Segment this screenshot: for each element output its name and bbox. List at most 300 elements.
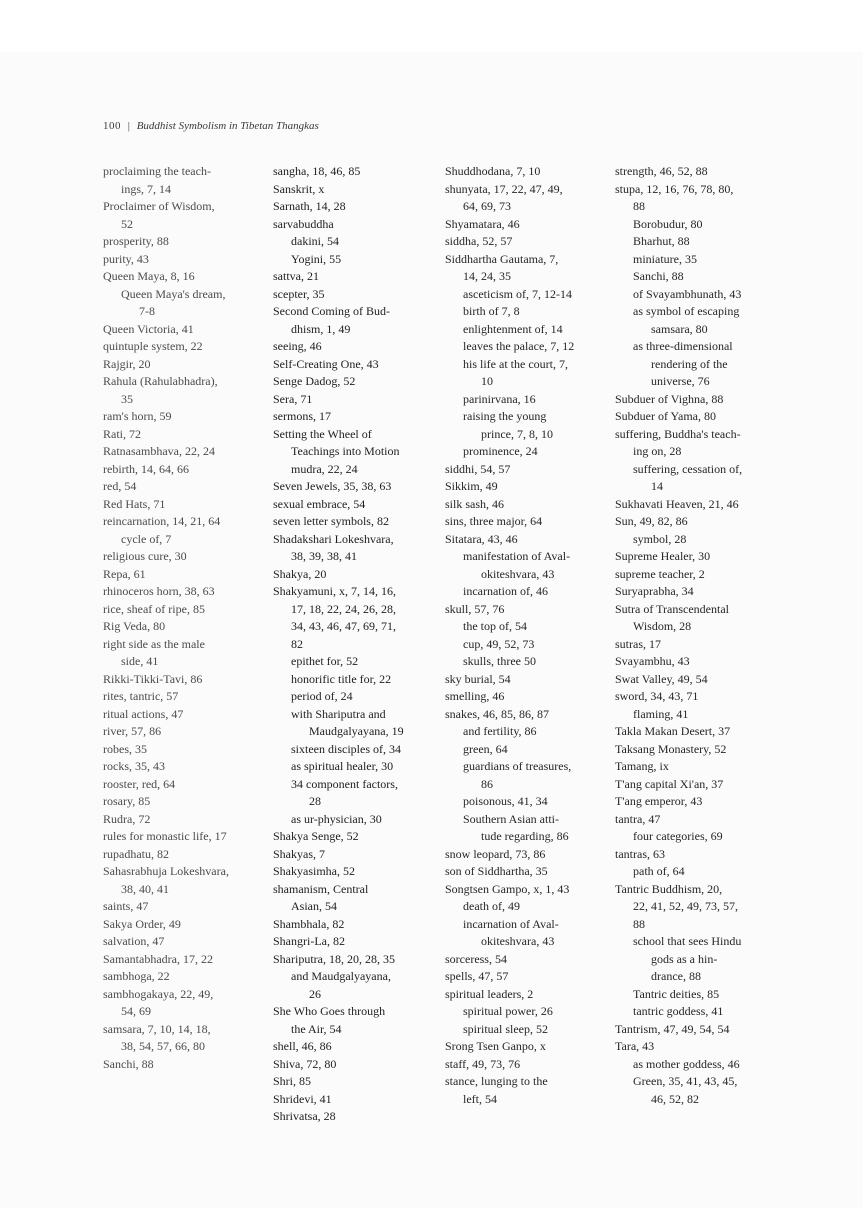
- index-entry: [103, 443, 268, 461]
- index-entry-line: rocks, 35, 43: [103, 759, 165, 773]
- index-entry-line: Shakyasimha, 52: [273, 864, 355, 878]
- index-entry-line: 14: [651, 479, 663, 493]
- index-entry-line: prominence, 24: [463, 444, 538, 458]
- index-entry: [103, 251, 268, 269]
- index-entry-line: sermons, 17: [273, 409, 331, 423]
- index-entry: [103, 933, 268, 951]
- index-subentry: [103, 531, 268, 549]
- index-entry: [615, 408, 780, 426]
- index-subentry: [615, 531, 780, 549]
- index-entry-line: Sarnath, 14, 28: [273, 199, 346, 213]
- index-entry-line: Shakya, 20: [273, 566, 327, 581]
- index-entry-line: Shrivatsa, 28: [273, 1109, 336, 1123]
- index-entry-line: dhism, 1, 49: [291, 321, 351, 336]
- index-entry: [273, 286, 438, 304]
- index-entry-line: right side as the male: [103, 636, 205, 651]
- index-entry: [273, 1073, 438, 1091]
- index-entry-line: sarvabuddha: [273, 216, 334, 231]
- index-entry: [273, 181, 438, 199]
- index-entry-line: Rahula (Rahulabhadra),: [103, 374, 218, 388]
- index-subentry: [273, 776, 438, 811]
- index-entry-line: skull, 57, 76: [445, 601, 505, 616]
- index-entry: [445, 968, 610, 986]
- index-entry-line: 88: [633, 199, 645, 213]
- index-column-4: [615, 163, 780, 1108]
- index-subentry: [103, 286, 268, 321]
- index-entry: [103, 321, 268, 339]
- index-entry: [615, 601, 780, 636]
- index-entry: [103, 461, 268, 479]
- index-entry-line: Southern Asian atti-: [463, 811, 559, 826]
- index-entry: [103, 688, 268, 706]
- index-entry: [103, 373, 268, 408]
- index-entry: [445, 986, 610, 1004]
- index-entry-line: saints, 47: [103, 899, 149, 913]
- index-entry-line: asceticism of, 7, 12-14: [463, 286, 572, 301]
- index-entry: [615, 881, 780, 934]
- index-entry-line: of Svayambhunath, 43: [633, 286, 742, 301]
- index-entry-line: sambhoga, 22: [103, 969, 170, 983]
- index-subentry: [445, 408, 610, 443]
- index-entry-line: She Who Goes through: [273, 1004, 386, 1018]
- index-entry-line: flaming, 41: [633, 706, 689, 721]
- index-entry-line: Shariputra, 18, 20, 28, 35: [273, 951, 395, 966]
- index-entry-line: Tamang, ix: [615, 759, 669, 773]
- index-entry: [273, 496, 438, 514]
- index-entry: [103, 233, 268, 251]
- index-entry-line: epithet for, 52: [291, 654, 359, 668]
- index-entry-line: okiteshvara, 43: [481, 566, 555, 581]
- index-subentry: [615, 1056, 780, 1074]
- index-entry: [445, 601, 610, 619]
- index-entry: [103, 496, 268, 514]
- index-entry-line: Queen Maya's dream,: [121, 286, 226, 301]
- index-entry-line: drance, 88: [651, 969, 701, 983]
- index-entry-line: shamanism, Central: [273, 881, 369, 896]
- index-entry-line: 35: [121, 391, 133, 406]
- index-entry: [445, 863, 610, 881]
- index-entry-line: T'ang emperor, 43: [615, 794, 703, 808]
- index-entry-line: Shangri-La, 82: [273, 934, 345, 948]
- index-entry-line: okiteshvara, 43: [481, 934, 555, 948]
- index-subentry: [445, 1003, 610, 1021]
- index-entry: [445, 531, 610, 549]
- index-entry-line: ritual actions, 47: [103, 706, 184, 721]
- index-entry: [103, 811, 268, 829]
- index-entry-line: Sun, 49, 82, 86: [615, 514, 688, 528]
- index-entry: [273, 1038, 438, 1056]
- index-entry-line: as spiritual healer, 30: [291, 759, 394, 773]
- index-entry: [103, 1056, 268, 1074]
- index-entry: [273, 198, 438, 216]
- index-entry-line: seeing, 46: [273, 339, 322, 353]
- index-entry-line: death of, 49: [463, 899, 520, 913]
- index-subentry: [273, 968, 438, 1003]
- index-entry: [103, 426, 268, 444]
- index-entry-line: Shakya Senge, 52: [273, 829, 359, 843]
- index-entry-line: tantric goddess, 41: [633, 1004, 724, 1018]
- index-entry-line: scepter, 35: [273, 286, 325, 301]
- index-entry-line: Sutra of Transcendental: [615, 601, 729, 616]
- index-entry: [445, 496, 610, 514]
- index-entry-line: Shyamatara, 46: [445, 216, 520, 231]
- index-entry: [615, 426, 780, 461]
- index-entry: [615, 846, 780, 864]
- index-entry-line: ram's horn, 59: [103, 409, 172, 423]
- index-entry: [273, 863, 438, 881]
- index-entry: [103, 198, 268, 233]
- index-entry-line: tantras, 63: [615, 846, 665, 861]
- index-entry: [103, 268, 268, 286]
- index-entry: [445, 216, 610, 234]
- index-entry-line: tantra, 47: [615, 811, 661, 826]
- index-entry: [103, 163, 268, 198]
- index-entry-line: gods as a hin-: [651, 951, 718, 966]
- index-entry-line: Sera, 71: [273, 391, 313, 406]
- index-entry: [615, 548, 780, 566]
- index-entry-line: the top of, 54: [463, 619, 527, 633]
- index-entry-line: his life at the court, 7,: [463, 356, 568, 371]
- index-entry: [615, 776, 780, 794]
- index-subentry: [273, 233, 438, 251]
- index-entry: [273, 338, 438, 356]
- index-entry-line: strength, 46, 52, 88: [615, 164, 708, 178]
- index-entry: [273, 163, 438, 181]
- index-entry-line: skulls, three 50: [463, 654, 536, 668]
- index-entry: [615, 811, 780, 829]
- index-entry: [615, 583, 780, 601]
- index-subentry: [445, 723, 610, 741]
- index-entry: [273, 303, 438, 338]
- index-entry-line: 17, 18, 22, 24, 26, 28,: [291, 601, 396, 616]
- index-entry-line: rebirth, 14, 64, 66: [103, 461, 189, 476]
- index-subentry: [615, 706, 780, 724]
- index-column-3: [445, 163, 610, 1108]
- index-entry: [103, 356, 268, 374]
- index-entry: [103, 741, 268, 759]
- index-subentry: [445, 321, 610, 339]
- index-entry: [615, 653, 780, 671]
- index-entry-line: 26: [309, 986, 321, 1001]
- index-entry-line: as symbol of escaping: [633, 304, 740, 318]
- running-head: [103, 120, 319, 132]
- index-entry: [103, 951, 268, 969]
- index-column-1: [103, 163, 268, 1073]
- index-entry-line: mudra, 22, 24: [291, 461, 358, 476]
- index-subentry: [273, 758, 438, 776]
- index-entry-line: 38, 39, 38, 41: [291, 549, 357, 563]
- index-entry-line: Shadakshari Lokeshvara,: [273, 531, 394, 546]
- index-subentry: [445, 758, 610, 793]
- index-entry: [103, 968, 268, 986]
- index-entry: [103, 828, 268, 846]
- index-entry-line: poisonous, 41, 34: [463, 794, 548, 808]
- index-entry-line: Songtsen Gampo, x, 1, 43: [445, 881, 570, 896]
- index-entry-line: spiritual power, 26: [463, 1004, 553, 1018]
- index-entry-line: Sukhavati Heaven, 21, 46: [615, 496, 739, 511]
- index-subentry: [615, 233, 780, 251]
- index-entry: [103, 776, 268, 794]
- index-entry: [103, 1021, 268, 1056]
- index-entry: [103, 566, 268, 584]
- index-entry-line: Taksang Monastery, 52: [615, 741, 727, 756]
- index-subentry: [273, 706, 438, 741]
- index-entry: [445, 671, 610, 689]
- index-entry-line: sexual embrace, 54: [273, 496, 366, 511]
- index-entry-line: rupadhatu, 82: [103, 846, 169, 861]
- index-entry-line: Senge Dadog, 52: [273, 374, 356, 388]
- index-subentry: [445, 811, 610, 846]
- index-entry-line: sattva, 21: [273, 269, 319, 283]
- index-entry: [615, 391, 780, 409]
- index-entry-line: Teachings into Motion: [291, 444, 400, 458]
- index-entry-line: Self-Creating One, 43: [273, 356, 379, 371]
- index-entry-line: 38, 54, 57, 66, 80: [121, 1039, 205, 1053]
- index-entry: [273, 566, 438, 584]
- index-entry: [103, 671, 268, 689]
- index-entry-line: incarnation of Aval-: [463, 916, 559, 931]
- index-entry: [273, 828, 438, 846]
- index-entry: [273, 1108, 438, 1126]
- index-entry: [103, 986, 268, 1021]
- index-entry-line: Queen Maya, 8, 16: [103, 269, 195, 283]
- index-entry: [445, 1038, 610, 1056]
- index-entry-line: and Maudgalyayana,: [291, 969, 391, 983]
- index-subentry: [445, 653, 610, 671]
- index-entry-line: Supreme Healer, 30: [615, 549, 711, 563]
- index-entry-line: Queen Victoria, 41: [103, 321, 194, 336]
- index-entry-line: leaves the palace, 7, 12: [463, 339, 575, 353]
- index-entry-line: sangha, 18, 46, 85: [273, 164, 361, 178]
- index-subentry: [273, 653, 438, 671]
- index-entry-line: period of, 24: [291, 689, 353, 703]
- index-subentry: [445, 618, 610, 636]
- index-entry-line: 10: [481, 374, 493, 388]
- index-subentry: [445, 303, 610, 321]
- index-entry: [273, 881, 438, 916]
- index-entry: [273, 951, 438, 969]
- index-entry-line: Sakya Order, 49: [103, 916, 181, 931]
- index-subentry: [445, 916, 610, 951]
- index-entry-line: Maudgalyayana, 19: [309, 724, 404, 738]
- index-entry-line: shell, 46, 86: [273, 1039, 332, 1053]
- index-entry-line: Tantric Buddhism, 20,: [615, 881, 723, 896]
- index-entry: [445, 706, 610, 724]
- index-entry: [273, 426, 438, 479]
- index-entry: [103, 601, 268, 619]
- index-entry-line: suffering, Buddha's teach-: [615, 426, 741, 441]
- index-entry-line: 34, 43, 46, 47, 69, 71,: [291, 619, 396, 633]
- index-entry-line: Sitatara, 43, 46: [445, 531, 518, 546]
- index-entry-line: school that sees Hindu: [633, 934, 742, 948]
- index-entry-line: T'ang capital Xi'an, 37: [615, 776, 724, 791]
- index-entry-line: 34 component factors,: [291, 776, 398, 791]
- index-entry-line: Subduer of Vighna, 88: [615, 391, 724, 406]
- index-entry-line: Yogini, 55: [291, 251, 342, 266]
- index-entry: [273, 933, 438, 951]
- index-entry-line: 88: [633, 916, 645, 931]
- index-entry-line: side, 41: [121, 654, 159, 668]
- index-entry-line: Rudra, 72: [103, 811, 151, 826]
- index-subentry: [445, 391, 610, 409]
- index-entry-line: enlightenment of, 14: [463, 321, 563, 336]
- index-entry: [615, 688, 780, 706]
- index-subentry: [615, 268, 780, 286]
- index-entry-line: snow leopard, 73, 86: [445, 846, 546, 861]
- index-subentry: [445, 583, 610, 601]
- index-entry-line: Subduer of Yama, 80: [615, 409, 716, 423]
- index-entry-line: Tantrism, 47, 49, 54, 54: [615, 1021, 730, 1036]
- index-entry-line: salvation, 47: [103, 934, 165, 948]
- index-subentry: [445, 356, 610, 391]
- index-entry: [103, 706, 268, 724]
- index-entry-line: 82: [291, 636, 303, 651]
- index-entry-line: red, 54: [103, 479, 137, 493]
- index-entry-line: Proclaimer of Wisdom,: [103, 199, 215, 213]
- index-entry-line: Red Hats, 71: [103, 496, 166, 511]
- index-subentry: [615, 863, 780, 881]
- index-entry: [445, 881, 610, 899]
- index-entry-line: Svayambhu, 43: [615, 654, 690, 668]
- index-entry-line: green, 64: [463, 741, 508, 756]
- index-entry-line: 22, 41, 52, 49, 73, 57,: [633, 899, 738, 913]
- index-entry-line: and fertility, 86: [463, 724, 537, 738]
- index-entry-line: cycle of, 7: [121, 531, 172, 546]
- index-entry-line: ing on, 28: [633, 444, 682, 458]
- index-entry-line: sword, 34, 43, 71: [615, 689, 699, 703]
- header-separator: |: [127, 120, 130, 132]
- index-entry: [615, 496, 780, 514]
- index-entry: [615, 513, 780, 531]
- index-entry-line: dakini, 54: [291, 234, 339, 248]
- index-subentry: [615, 303, 780, 338]
- index-entry: [445, 846, 610, 864]
- book-page: [0, 52, 863, 1208]
- index-subentry: [273, 671, 438, 689]
- index-subentry: [445, 286, 610, 304]
- index-entry-line: seven letter symbols, 82: [273, 514, 389, 528]
- index-entry-line: spells, 47, 57: [445, 969, 509, 983]
- index-entry: [273, 216, 438, 234]
- index-entry: [273, 513, 438, 531]
- index-entry-line: sambhogakaya, 22, 49,: [103, 986, 214, 1001]
- index-entry-line: Shakyas, 7: [273, 846, 325, 861]
- index-entry-line: suffering, cessation of,: [633, 461, 743, 476]
- index-entry-line: siddha, 52, 57: [445, 234, 513, 248]
- index-entry: [273, 531, 438, 566]
- index-entry-line: proclaiming the teach-: [103, 164, 211, 178]
- index-entry-line: symbol, 28: [633, 531, 687, 546]
- index-entry-line: ings, 7, 14: [121, 181, 172, 196]
- index-entry-line: quintuple system, 22: [103, 339, 203, 353]
- index-entry-line: stance, lunging to the: [445, 1074, 548, 1088]
- index-entry: [273, 1056, 438, 1074]
- index-entry-line: Rig Veda, 80: [103, 619, 166, 633]
- index-entry-line: prince, 7, 8, 10: [481, 426, 553, 441]
- index-entry: [615, 671, 780, 689]
- index-entry-line: Second Coming of Bud-: [273, 304, 390, 318]
- index-entry: [103, 513, 268, 531]
- index-entry-line: religious cure, 30: [103, 549, 187, 563]
- index-subentry: [615, 461, 780, 496]
- index-entry: [103, 636, 268, 671]
- index-entry-line: Sikkim, 49: [445, 479, 498, 493]
- index-entry-line: 52: [121, 216, 133, 231]
- index-entry: [273, 1091, 438, 1109]
- index-entry-line: as ur-physician, 30: [291, 811, 382, 826]
- index-entry-line: Samantabhadra, 17, 22: [103, 951, 213, 966]
- index-entry-line: samsara, 80: [651, 321, 708, 336]
- index-subentry: [445, 1021, 610, 1039]
- index-entry-line: staff, 49, 73, 76: [445, 1056, 521, 1071]
- index-entry-line: sutras, 17: [615, 636, 661, 651]
- index-entry: [615, 566, 780, 584]
- index-entry-line: spiritual sleep, 52: [463, 1021, 548, 1036]
- index-entry-line: smelling, 46: [445, 689, 505, 703]
- index-subentry: [445, 741, 610, 759]
- index-entry-line: sky burial, 54: [445, 671, 511, 686]
- index-entry-line: river, 57, 86: [103, 724, 162, 738]
- index-entry-line: birth of 7, 8: [463, 304, 520, 318]
- index-subentry: [445, 636, 610, 654]
- index-entry: [445, 1073, 610, 1108]
- index-subentry: [615, 986, 780, 1004]
- index-subentry: [615, 1073, 780, 1108]
- index-entry-line: sins, three major, 64: [445, 514, 543, 528]
- index-entry-line: 14, 24, 35: [463, 269, 511, 283]
- index-entry-line: Shri, 85: [273, 1074, 312, 1088]
- index-entry-line: Shridevi, 41: [273, 1091, 332, 1106]
- index-entry-line: incarnation of, 46: [463, 584, 548, 598]
- index-entry-line: Bharhut, 88: [633, 234, 690, 248]
- index-entry: [445, 688, 610, 706]
- index-entry: [445, 951, 610, 969]
- index-entry: [273, 1003, 438, 1038]
- index-entry-line: Srong Tsen Ganpo, x: [445, 1039, 546, 1053]
- index-entry-line: rendering of the: [651, 356, 728, 371]
- index-entry-line: Borobudur, 80: [633, 216, 703, 231]
- index-subentry: [273, 251, 438, 269]
- index-entry-line: Swat Valley, 49, 54: [615, 671, 708, 686]
- index-entry-line: 54, 69: [121, 1004, 151, 1018]
- index-subentry: [273, 741, 438, 759]
- index-entry-line: raising the young: [463, 409, 547, 423]
- index-entry: [103, 916, 268, 934]
- index-entry-line: Green, 35, 41, 43, 45,: [633, 1074, 738, 1088]
- index-entry: [103, 478, 268, 496]
- index-entry-line: Tantric deities, 85: [633, 986, 720, 1001]
- index-entry-line: parinirvana, 16: [463, 391, 536, 406]
- index-entry-line: supreme teacher, 2: [615, 566, 705, 581]
- index-entry: [103, 793, 268, 811]
- index-entry: [103, 723, 268, 741]
- index-entry-line: Sahasrabhuja Lokeshvara,: [103, 864, 229, 878]
- index-entry-line: silk sash, 46: [445, 496, 505, 511]
- index-entry-line: Shiva, 72, 80: [273, 1056, 337, 1071]
- index-entry-line: with Shariputra and: [291, 706, 386, 721]
- index-entry-line: Tara, 43: [615, 1039, 655, 1053]
- index-entry: [445, 1056, 610, 1074]
- index-entry-line: Shuddhodana, 7, 10: [445, 164, 541, 178]
- index-entry: [615, 723, 780, 741]
- index-entry-line: siddhi, 54, 57: [445, 461, 511, 476]
- index-entry-line: Shakyamuni, x, 7, 14, 16,: [273, 584, 396, 598]
- index-subentry: [615, 251, 780, 269]
- index-entry-line: Ratnasambhava, 22, 24: [103, 444, 215, 458]
- index-entry: [615, 1038, 780, 1056]
- index-entry-line: Rikki-Tikki-Tavi, 86: [103, 671, 203, 686]
- index-entry: [273, 583, 438, 653]
